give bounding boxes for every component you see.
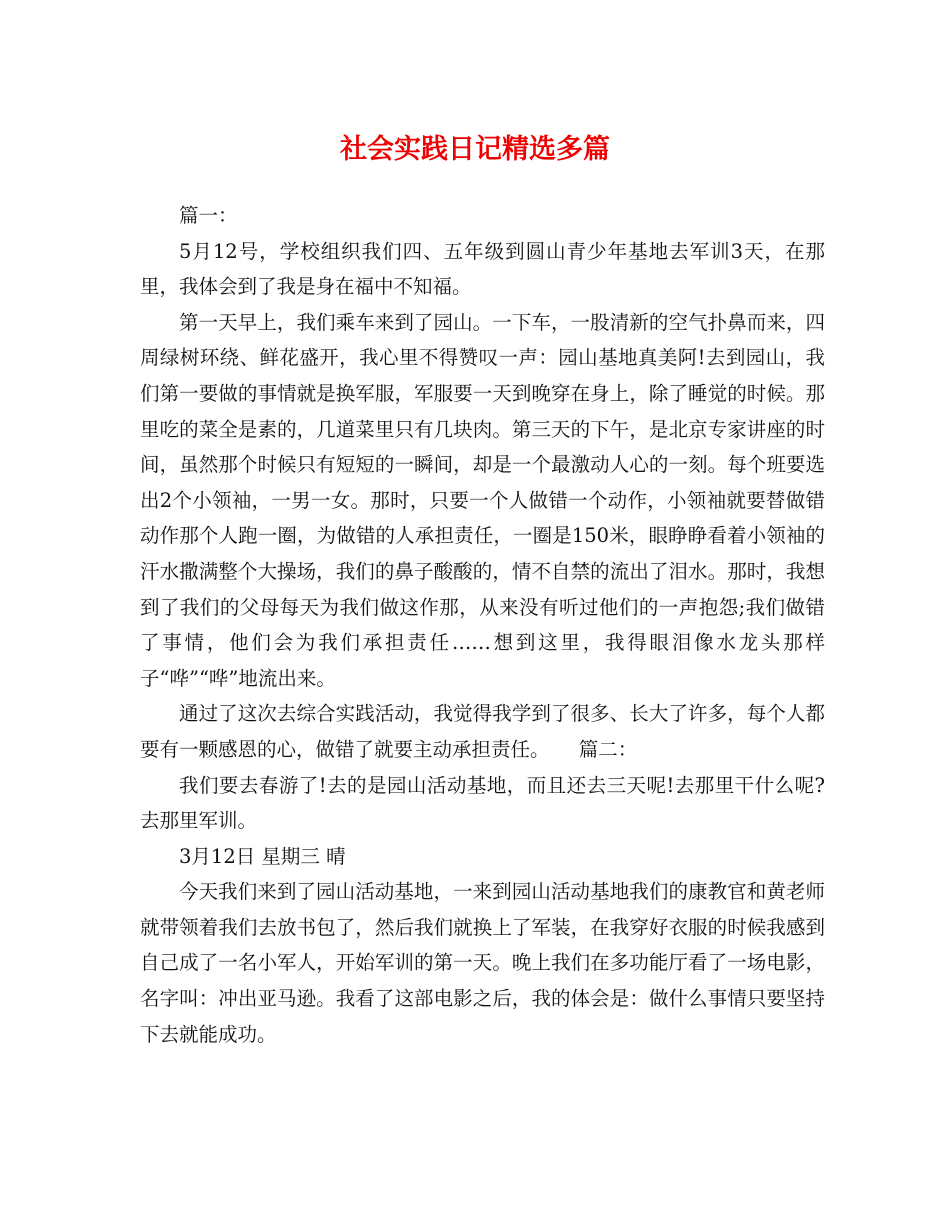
paragraph-intro: 5月12号，学校组织我们四、五年级到圆山青少年基地去军训3天，在那里，我体会到了我是身在福中不知福。 [140, 239, 825, 299]
paragraph-reflection: 通过了这次去综合实践活动，我觉得我学到了很多、长大了许多，每个人都要有一颗感恩的心，做错了就要主动承担责任。 篇二： [140, 702, 825, 761]
document-title: 社会实践日记精选多篇 [340, 134, 610, 165]
paragraph-first-day-camp: 今天我们来到了园山活动基地，一来到园山活动基地我们的康教官和黄老师就带领着我们去放书包了，然后我们就换上了军装，在我穿好衣服的时候我感到自己成了一名小军人，开始军训的第一天。晚上我们在多功能厅看了一场电影，名字叫：冲出亚马逊。我看了这部电影之后，我的体会是：做什么事情只要坚持下去就能成功。 [140, 880, 825, 1046]
paragraph-first-day: 第一天早上，我们乘车来到了园山。一下车，一股清新的空气扑鼻而来，四周绿树环绕、鲜花盛开，我心里不得赞叹一声：园山基地真美阿!去到园山，我们第一要做的事情就是换军服，军服要一天到晚穿在身上，除了睡觉的时候。那里吃的菜全是素的，几道菜里只有几块肉。第三天的下午，是北京专家讲座的时间，虽然那个时候只有短短的一瞬间，却是一个最激动人心的一刻。每个班要选出2个小领袖，一男一女。那时，只要一个人做错一个动作，小领袖就要替做错动作那个人跑一圈，为做错的人承担责任，一圈是150米，眼睁睁看着小领袖的汗水撒满整个大操场，我们的鼻子酸酸的，情不自禁的流出了泪水。那时，我想到了我们的父母每天为我们做这作那，从来没有听过他们的一声抱怨;我们做错了事情，他们会为我们承担责任……想到这里，我得眼泪像水龙头那样子“哗”“哗”地流出来。 [140, 310, 825, 690]
paragraph-date-line: 3月12日 星期三 晴 [179, 844, 346, 868]
paragraph-spring-trip: 我们要去春游了!去的是园山活动基地，而且还去三天呢!去那里干什么呢?去那里军训。 [140, 773, 825, 833]
paragraph-part-one-heading: 篇一： [179, 204, 238, 227]
document-body [140, 198, 825, 1052]
